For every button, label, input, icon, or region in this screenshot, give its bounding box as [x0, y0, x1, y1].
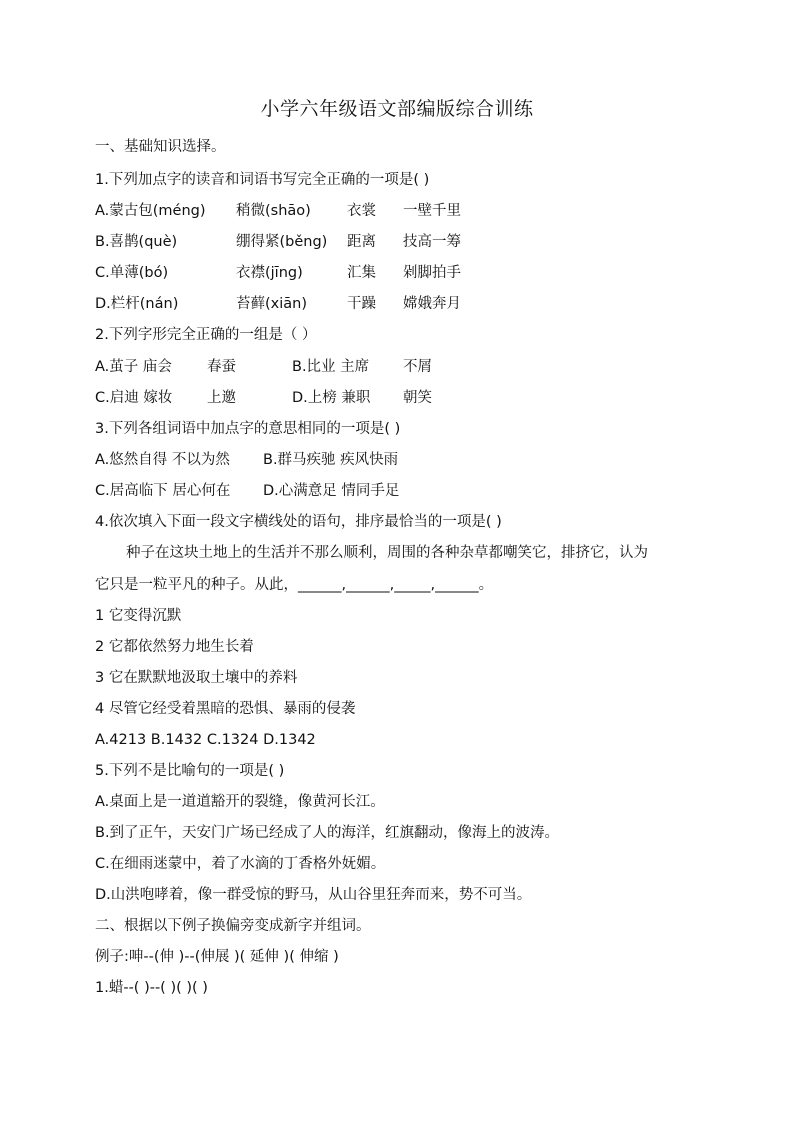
question-3-stem: 3.下列各组词语中加点字的意思相同的一项是( ) [95, 421, 401, 437]
question-4-item-3: 3 它在默默地汲取土壤中的养料 [95, 670, 298, 686]
option-cell: 干躁 [347, 296, 376, 312]
option-cell: 春蚕 [207, 359, 236, 375]
option-cell: 绷得紧(běng) [236, 234, 328, 250]
question-4-item-1: 1 它变得沉默 [95, 608, 182, 624]
option-cell: 一壁千里 [403, 203, 461, 219]
option-cell: 不屑 [403, 359, 432, 375]
question-5-option-c: C.在细雨迷蒙中，着了水滴的丁香格外妩媚。 [95, 856, 386, 872]
option-cell: 技高一筹 [403, 234, 461, 250]
option-cell: D.心满意足 情同手足 [263, 483, 400, 499]
question-4-item-2: 2 它都依然努力地生长着 [95, 639, 254, 655]
option-cell: B.喜鹊(què) [95, 234, 178, 250]
question-5-option-a: A.桌面上是一道道豁开的裂缝，像黄河长江。 [95, 794, 385, 810]
option-cell: D.上榜 兼职 [292, 390, 371, 406]
option-cell: 嫦娥奔月 [403, 296, 461, 312]
section-2-question-1: 1.蜡--( )--( )( )( ) [95, 980, 208, 996]
option-cell: A.悠然自得 不以为然 [95, 452, 230, 468]
question-4-options: A.4213 B.1432 C.1324 D.1342 [95, 732, 316, 748]
option-cell: A.蒙古包(méng) [95, 203, 206, 219]
option-cell: C.启迪 嫁妆 [95, 390, 173, 406]
option-cell: 苔藓(xiān) [236, 296, 307, 312]
option-cell: C.居高临下 居心何在 [95, 483, 231, 499]
option-cell: 衣襟(jīng) [236, 265, 303, 281]
question-4-item-4: 4 尽管它经受着黑暗的恐惧、暴雨的侵袭 [95, 701, 356, 717]
question-4-paragraph-line-1: 种子在这块土地上的生活并不那么顺利，周围的各种杂草都嘲笑它，排挤它，认为 [126, 545, 648, 561]
question-4-stem: 4.依次填入下面一段文字横线处的语句，排序最恰当的一项是( ) [95, 514, 502, 530]
question-5-option-d: D.山洪咆哮着，像一群受惊的野马，从山谷里狂奔而来，势不可当。 [95, 887, 532, 903]
option-cell: 距离 [347, 234, 376, 250]
option-cell: D.栏杆(nán) [95, 296, 179, 312]
option-cell: C.单薄(bó) [95, 265, 169, 281]
question-5-option-b: B.到了正午，天安门广场已经成了人的海洋，红旗翻动，像海上的波涛。 [95, 825, 560, 841]
section-heading-1: 一、基础知识选择。 [95, 139, 226, 155]
option-cell: 汇集 [347, 265, 376, 281]
option-cell: 剁脚拍手 [403, 265, 461, 281]
option-cell: 稍微(shāo) [236, 203, 311, 219]
section-heading-2: 二、根据以下例子换偏旁变成新字并组词。 [95, 918, 371, 934]
option-cell: B.群马疾驰 疾风快雨 [263, 452, 399, 468]
question-4-paragraph-line-2: 它只是一粒平凡的种子。从此，______,______,_____,______。 [95, 577, 494, 593]
option-cell: A.茧子 庙会 [95, 359, 172, 375]
question-5-stem: 5.下列不是比喻句的一项是( ) [95, 763, 285, 779]
question-2-stem: 2.下列字形完全正确的一组是（ ） [95, 327, 317, 343]
option-cell: 朝笑 [403, 390, 432, 406]
page-title: 小学六年级语文部编版综合训练 [260, 98, 534, 120]
option-cell: B.比业 主席 [292, 359, 370, 375]
section-2-example: 例子:呻--(伸 )--(伸展 )( 延伸 )( 伸缩 ) [95, 949, 339, 965]
option-cell: 上邀 [207, 390, 236, 406]
option-cell: 衣裳 [347, 203, 376, 219]
question-1-stem: 1.下列加点字的读音和词语书写完全正确的一项是( ) [95, 172, 430, 188]
